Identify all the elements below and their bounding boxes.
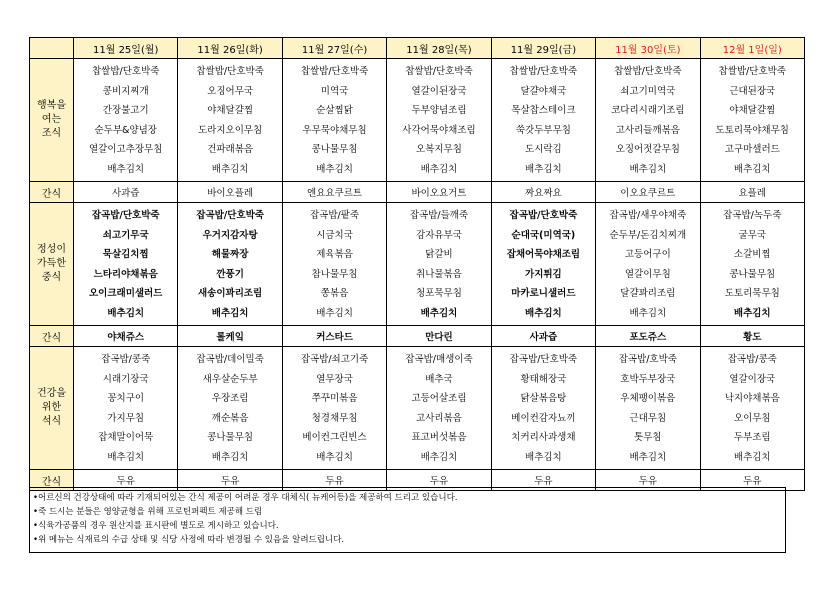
menu-item: 찹쌀밥/단호박죽 [718, 66, 786, 77]
menu-item: 찹쌀밥/단호박죽 [405, 66, 473, 77]
menu-item: 새송이꽈리조림 [198, 288, 263, 299]
menu-item: 콩비지찌개 [102, 85, 149, 97]
menu-item: 꽁치구이 [107, 393, 145, 404]
menu-item: 배추김치 [316, 307, 353, 319]
menu-item: 배추김치 [525, 451, 562, 463]
menu-item: 잡곡밥/들깨죽 [409, 210, 469, 221]
day-menu-cell [282, 203, 386, 326]
menu-item: 도토리묵무침 [724, 288, 780, 299]
menu-item: 배추김치 [420, 451, 458, 463]
snack-label: 간식 [30, 470, 74, 491]
menu-item: 찹쌀밥/단호박죽 [300, 66, 369, 77]
menu-item: 시금치국 [316, 229, 353, 241]
menu-item: 순대국(미역국) [511, 229, 576, 241]
snack-item: 만다린 [387, 326, 491, 347]
meal-row [30, 347, 805, 470]
menu-item: 목살찹스테이크 [511, 105, 576, 116]
date-header: 11월 25일(월) [74, 38, 178, 59]
menu-item: 달걀야채국 [520, 85, 567, 97]
menu-item: 도토리묵야채무침 [715, 124, 789, 136]
snack-item: 커스타드 [282, 326, 386, 347]
menu-item: 베이컨그린빈스 [302, 432, 367, 443]
menu-item: 야채달걀찜 [729, 105, 776, 116]
day-menu-cell [700, 347, 804, 470]
day-menu-cell [596, 59, 700, 182]
menu-item: 잡곡밥/호박죽 [618, 354, 677, 365]
meal-label-line: 위한 [41, 402, 62, 413]
menu-item: 잡곡밥/단호박죽 [196, 210, 264, 221]
menu-item: 배추김치 [629, 307, 667, 319]
menu-item: 가지무침 [107, 412, 145, 424]
menu-item: 오이무침 [733, 412, 771, 424]
menu-item: 깨순볶음 [211, 412, 249, 424]
snack-item: 짜요짜요 [491, 182, 595, 203]
menu-item: 도라지오이무침 [198, 124, 263, 136]
note-line: •죽 드시는 분들은 영양균형을 위해 프로틴퍼펙트 제공해 드림 [33, 507, 263, 517]
menu-item: 고등어구이 [624, 249, 671, 260]
menu-item: 배추김치 [733, 451, 771, 463]
menu-item: 제육볶음 [316, 249, 353, 260]
menu-item: 두부조림 [733, 432, 771, 443]
day-menu-cell [387, 59, 491, 182]
menu-item: 배추김치 [316, 163, 353, 175]
menu-item: 우무묵야채무침 [302, 124, 367, 136]
menu-item: 쇠고기미역국 [620, 85, 676, 97]
menu-item: 우장조림 [211, 393, 249, 404]
menu-item: 잡곡밥/단호박죽 [509, 210, 578, 221]
menu-item: 배추김치 [107, 163, 145, 175]
menu-item: 잡곡밥/녹두죽 [723, 210, 782, 221]
menu-item: 콩나물무침 [311, 144, 358, 155]
day-menu-cell [491, 203, 595, 326]
menu-item: 근대된장국 [729, 85, 776, 97]
date-header: 11월 30일(토) [596, 38, 700, 59]
snack-item: 두유 [178, 470, 282, 491]
menu-item: 참나물무침 [311, 268, 358, 280]
menu-item: 배추김치 [420, 163, 458, 175]
meal-label-line: 가득한 [37, 258, 66, 269]
menu-item: 청경채무침 [311, 412, 358, 424]
day-menu-cell [596, 203, 700, 326]
menu-item: 소갈비찜 [733, 249, 771, 260]
menu-item: 찹쌀밥/단호박죽 [91, 66, 160, 77]
note-line: •위 메뉴는 식재료의 수급 상태 및 식당 사정에 따라 변경될 수 있음을 알려드립니다. [33, 535, 345, 545]
snack-item: 야채쥬스 [74, 326, 178, 347]
snack-item: 두유 [700, 470, 804, 491]
day-menu-cell [282, 59, 386, 182]
menu-item: 코다리시래기조림 [611, 105, 685, 116]
menu-item: 배추김치 [629, 451, 667, 463]
menu-item: 찹쌀밥/단호박죽 [196, 66, 264, 77]
menu-item: 배추김치 [629, 163, 667, 175]
menu-item: 쑥갓두부무침 [515, 124, 571, 136]
date-header: 11월 27일(수) [282, 38, 386, 59]
menu-item: 배추김치 [420, 307, 458, 319]
menu-item: 열갈이무침 [624, 268, 671, 280]
menu-item: 깐풍기 [216, 268, 244, 280]
menu-item: 시래기장국 [102, 373, 149, 385]
meal-label [30, 59, 74, 182]
snack-item: 사과즙 [74, 182, 178, 203]
menu-item: 낙지야채볶음 [724, 393, 780, 404]
menu-item: 잡곡밥/새우야채죽 [609, 210, 687, 221]
menu-item: 잡채말이어묵 [98, 432, 154, 443]
menu-item: 배추국 [425, 373, 453, 385]
menu-item: 가지튀김 [525, 268, 562, 280]
meal-label-line: 정성이 [37, 244, 66, 255]
menu-item: 건파래볶음 [207, 144, 254, 155]
day-menu-cell [178, 347, 282, 470]
menu-item: 콩나물무침 [207, 432, 254, 443]
snack-item: 롤케잌 [178, 326, 282, 347]
day-menu-cell [491, 59, 595, 182]
day-menu-cell [596, 347, 700, 470]
menu-item: 배추김치 [316, 451, 353, 463]
note-line: •어르신의 건강상태에 따라 기재되어있는 간식 제공이 어려운 경우 대체식( 뉴케어등)을 제공하여 드리고 있습니다. [33, 493, 458, 503]
menu-item: 열갈이된장국 [411, 85, 467, 97]
day-menu-cell [387, 203, 491, 326]
menu-item: 미역국 [320, 85, 349, 97]
day-menu-cell [178, 203, 282, 326]
menu-item: 베이컨감자뇨끼 [511, 412, 576, 424]
menu-item: 배추김치 [525, 307, 562, 319]
menu-item: 잡곡밥/콩죽 [727, 354, 777, 365]
corner-cell [30, 38, 74, 59]
menu-item: 잡곡밥/단호박죽 [91, 210, 160, 221]
menu-item: 쫑볶음 [320, 288, 349, 299]
snack-item: 포도쥬스 [596, 326, 700, 347]
menu-item: 배추김치 [733, 307, 771, 319]
menu-item: 우거지감자탕 [202, 229, 258, 241]
menu-item: 쇠고기무국 [102, 229, 149, 241]
day-menu-cell [700, 59, 804, 182]
snack-item: 사과즙 [491, 326, 595, 347]
menu-item: 쭈꾸미볶음 [311, 393, 358, 404]
meal-label [30, 347, 74, 470]
snack-label: 간식 [30, 182, 74, 203]
menu-item: 톳무침 [634, 432, 662, 443]
menu-item: 순두부&양념장 [94, 124, 157, 136]
menu-item: 야채달걀찜 [207, 105, 254, 116]
menu-item: 잡곡밥/콩죽 [101, 354, 151, 365]
menu-item: 찹쌀밥/단호박죽 [509, 66, 578, 77]
menu-item: 치커리사과생채 [511, 432, 576, 443]
menu-item: 열갈이고추장무침 [89, 144, 163, 155]
menu-item: 순두부/돈김치찌개 [609, 229, 687, 241]
menu-item: 느타리야채볶음 [93, 268, 158, 280]
menu-item: 묵살김치찜 [102, 249, 149, 260]
date-header: 12월 1일(일) [700, 38, 804, 59]
menu-item: 고구마샐러드 [724, 144, 780, 155]
menu-item: 잡곡밥/데이밀죽 [196, 354, 264, 365]
menu-item: 배추김치 [107, 451, 145, 463]
meal-row [30, 203, 805, 326]
menu-item: 오징어무국 [207, 85, 254, 97]
menu-item: 배추김치 [525, 163, 562, 175]
day-menu-cell [74, 203, 178, 326]
menu-item: 감자유부국 [416, 229, 462, 241]
menu-item: 해물짜장 [211, 249, 249, 260]
menu-item: 호박두부장국 [620, 373, 676, 385]
menu-item: 마카로니샐러드 [511, 288, 576, 299]
snack-row [30, 326, 805, 347]
day-menu-cell [74, 59, 178, 182]
snack-item: 두유 [491, 470, 595, 491]
snack-item: 두유 [387, 470, 491, 491]
menu-item: 고사리들깨볶음 [615, 124, 680, 136]
snack-item: 바이오요거트 [387, 182, 491, 203]
menu-item: 새우살순두부 [202, 373, 258, 385]
menu-item: 닭갈비 [425, 249, 453, 260]
day-menu-cell [178, 59, 282, 182]
menu-item: 고등어살조림 [411, 393, 467, 404]
menu-item: 배추김치 [211, 163, 249, 175]
menu-item: 간장불고기 [102, 105, 149, 116]
note-line: •식육가공품의 경우 원산지를 표시판에 별도로 게시하고 있습니다. [33, 521, 279, 531]
date-header: 11월 26일(화) [178, 38, 282, 59]
menu-item: 굴무국 [738, 229, 767, 241]
menu-item: 잡곡밥/단호박죽 [509, 354, 578, 365]
snack-item: 요플레 [700, 182, 804, 203]
menu-item: 표고버섯볶음 [411, 432, 467, 443]
snack-item: 두유 [74, 470, 178, 491]
menu-item: 잡곡밥/팥죽 [310, 210, 360, 221]
menu-item: 오징어젓갈무침 [615, 144, 680, 155]
meal-label-line: 건강을 [37, 388, 66, 399]
menu-item: 배추김치 [211, 307, 249, 319]
menu-item: 순살찜닭 [316, 105, 353, 116]
day-menu-cell [387, 347, 491, 470]
menu-item: 배추김치 [107, 307, 145, 319]
menu-item: 열무장국 [316, 373, 353, 385]
menu-item: 근대무침 [629, 412, 667, 424]
snack-item: 바이오플레 [178, 182, 282, 203]
date-header: 11월 28일(목) [387, 38, 491, 59]
menu-item: 우체팽이볶음 [620, 393, 676, 404]
snack-label: 간식 [30, 326, 74, 347]
day-menu-cell [700, 203, 804, 326]
meal-label-line: 여는 [41, 114, 62, 125]
day-menu-cell [74, 347, 178, 470]
notes-box [29, 487, 786, 553]
menu-item: 두부양념조림 [411, 105, 467, 116]
menu-item: 잡곡밥/매생이죽 [405, 354, 473, 365]
meal-label-line: 행복을 [37, 100, 66, 111]
menu-item: 열갈이장국 [729, 373, 776, 385]
snack-item: 황도 [700, 326, 804, 347]
menu-item: 도시락김 [525, 144, 562, 155]
menu-item: 달걀꽈리조림 [620, 288, 676, 299]
snack-item: 이오요쿠르트 [596, 182, 700, 203]
snack-row [30, 182, 805, 203]
snack-item: 엔요요쿠르트 [282, 182, 386, 203]
day-menu-cell [282, 347, 386, 470]
menu-item: 청포묵무침 [416, 288, 462, 299]
meal-label-line: 석식 [41, 416, 62, 427]
menu-item: 오이크래미샐러드 [89, 288, 163, 299]
menu-item: 오복지무침 [416, 144, 462, 155]
meal-row [30, 59, 805, 182]
menu-item: 콩나물무침 [729, 268, 776, 280]
menu-item: 잡곡밥/쇠고기죽 [300, 354, 369, 365]
meal-label-line: 중식 [41, 272, 62, 283]
date-header-row [30, 38, 805, 59]
meal-label [30, 203, 74, 326]
weekly-menu-table [29, 37, 805, 491]
menu-item: 배추김치 [733, 163, 771, 175]
menu-item: 사각어묵야채조림 [402, 124, 476, 136]
menu-item: 닭살볶음탕 [520, 393, 567, 404]
menu-item: 배추김치 [211, 451, 249, 463]
date-header: 11월 29일(금) [491, 38, 595, 59]
menu-item: 취나물볶음 [416, 268, 462, 280]
day-menu-cell [491, 347, 595, 470]
meal-label-line: 조식 [41, 128, 62, 139]
menu-item: 고사리볶음 [416, 412, 462, 424]
menu-item: 잡채어묵야채조림 [506, 249, 581, 260]
menu-item: 황태해장국 [520, 373, 567, 385]
snack-item: 두유 [596, 470, 700, 491]
snack-item: 두유 [282, 470, 386, 491]
menu-item: 찹쌀밥/단호박죽 [614, 66, 682, 77]
